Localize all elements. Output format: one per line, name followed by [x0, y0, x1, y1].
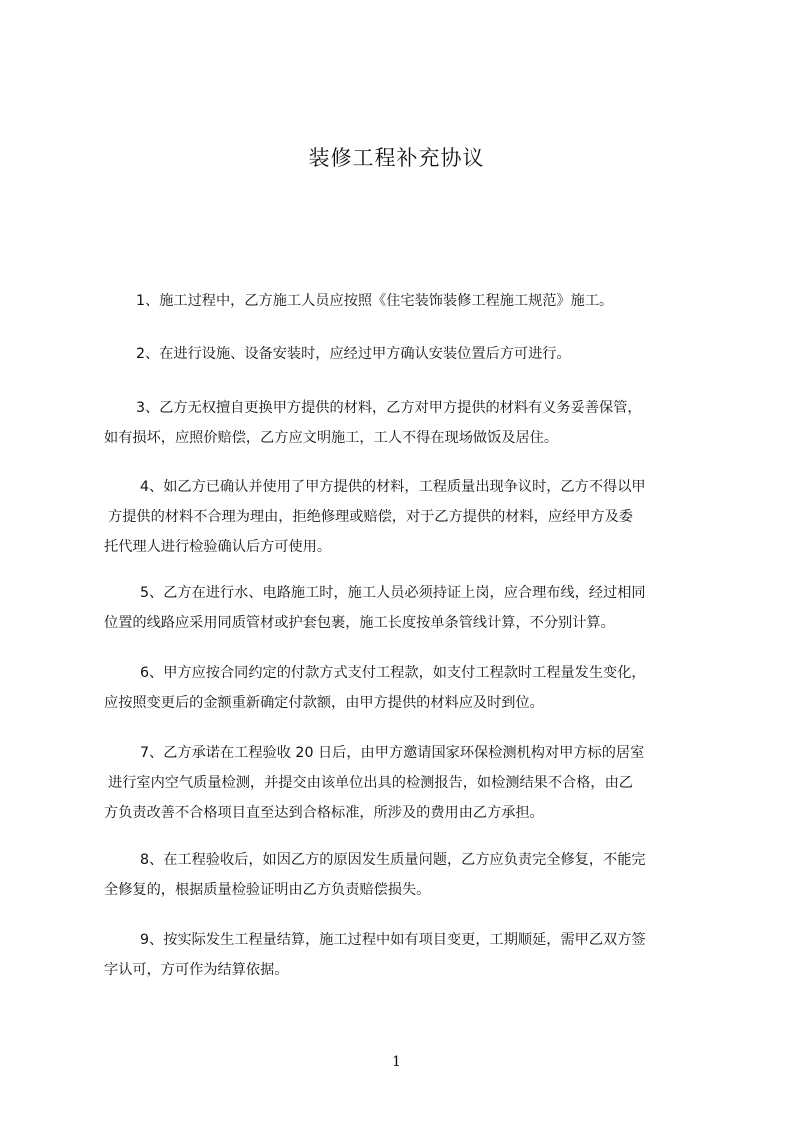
clause-line: 应按照变更后的金额重新确定付款额，由甲方提供的材料应及时到位。	[104, 695, 544, 711]
clause-line: 如有损坏，应照价赔偿，乙方应文明施工，工人不得在现场做饭及居住。	[104, 430, 559, 446]
clause-line: 5、乙方在进行水、电路施工时，施工人员必须持证上岗，应合理布线，经过相同	[140, 585, 646, 601]
clause-line: 全修复的，根据质量检验证明由乙方负责赔偿损失。	[104, 882, 431, 898]
clause-line: 2、在进行设施、设备安装时，应经过甲方确认安装位置后方可进行。	[136, 346, 571, 362]
clause-line: 8、在工程验收后，如因乙方的原因发生质量问题，乙方应负责完全修复，不能完	[140, 852, 646, 868]
document-title: 装修工程补充协议	[308, 146, 485, 170]
clause-5	[104, 578, 709, 638]
clause-line: 托代理人进行检验确认后方可使用。	[104, 539, 332, 555]
clause-line: 6、甲方应按合同约定的付款方式支付工程款，如支付工程款时工程量发生变化，	[140, 665, 646, 681]
clause-2	[104, 339, 709, 369]
clause-1	[104, 286, 709, 316]
clause-line: 位置的线路应采用同质管材或护套包裹，施工长度按单条管线计算，不分别计算。	[104, 615, 615, 631]
clause-8	[104, 845, 709, 905]
clause-line: 9、按实际发生工程量结算，施工过程中如有项目变更，工期顺延，需甲乙双方签	[140, 932, 646, 948]
clause-7	[104, 738, 709, 828]
clause-line: 字认可，方可作为结算依据。	[104, 962, 289, 978]
clause-4	[104, 472, 709, 562]
clause-line: 1、施工过程中，乙方施工人员应按照《住宅装饰装修工程施工规范》施工。	[136, 293, 614, 309]
clause-line: 方提供的材料不合理为理由，拒绝修理或赔偿，对于乙方提供的材料，应经甲方及委	[108, 509, 633, 525]
clause-6	[104, 658, 709, 718]
clause-9	[104, 925, 709, 985]
clause-line: 方负责改善不合格项目直至达到合格标准，所涉及的费用由乙方承担。	[104, 805, 544, 821]
clause-line: 4、如乙方已确认并使用了甲方提供的材料，工程质量出现争议时，乙方不得以甲	[140, 479, 646, 495]
clause-3	[104, 393, 709, 453]
page-number: 1	[392, 1054, 401, 1070]
clause-line: 3、乙方无权擅自更换甲方提供的材料，乙方对甲方提供的材料有义务妥善保管，	[136, 400, 642, 416]
clause-line: 进行室内空气质量检测，并提交由该单位出具的检测报告，如检测结果不合格，由乙	[108, 775, 633, 791]
clause-line: 7、乙方承诺在工程验收 20 日后，由甲方邀请国家环保检测机构对甲方标的居室	[140, 745, 645, 761]
